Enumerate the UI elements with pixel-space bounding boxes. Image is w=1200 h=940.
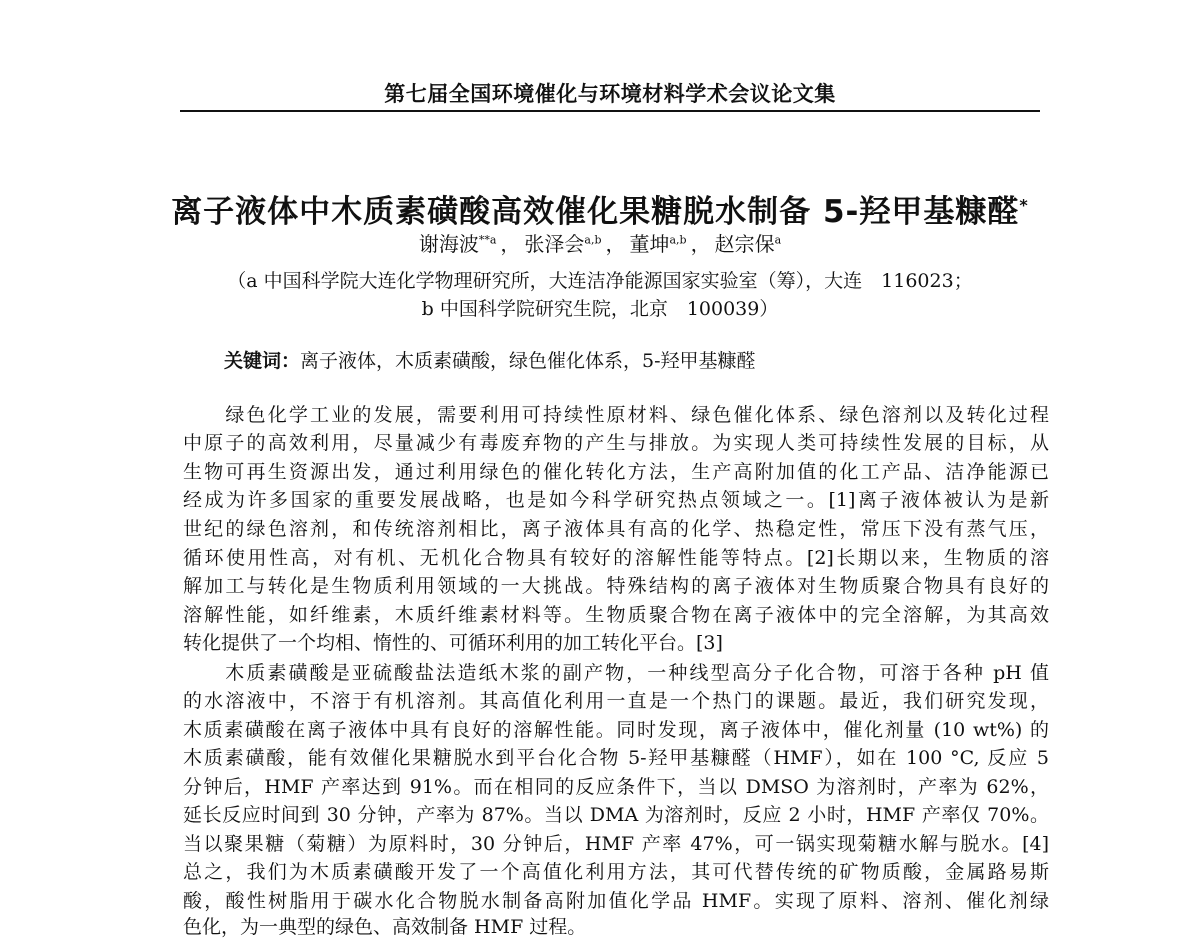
body-line: 木质素磺酸是亚硫酸盐法造纸木浆的副产物，一种线型高分子化合物，可溶于各种 pH 值 — [183, 662, 1049, 684]
body-line: 转化提供了一个均相、惰性的、可循环利用的加工转化平台。[3] — [183, 632, 723, 654]
body-line: 木质素磺酸，能有效催化果糖脱水到平台化合物 5-羟甲基糠醛（HMF），如在 100 °C, 反应 5 — [183, 747, 1049, 769]
body-line: 经成为许多国家的重要发展战略，也是如今科学研究热点领域之一。[1]离子液体被认为是新 — [183, 489, 1049, 511]
author-affil-mark: a,b — [669, 233, 687, 247]
header-rule — [180, 110, 1040, 112]
body-line: 总之，我们为木质素磺酸开发了一个高值化利用方法，其可代替传统的矿物质酸，金属路易斯 — [183, 861, 1049, 883]
author-affil-mark: **a — [478, 233, 497, 247]
author-separator: ， — [690, 232, 711, 256]
paper-title — [0, 186, 1200, 231]
running-header: 第七届全国环境催化与环境材料学术会议论文集 — [384, 82, 836, 106]
body-line: 解加工与转化是生物质利用领域的一大挑战。特殊结构的离子液体对生物质聚合物具有良好的 — [183, 575, 1049, 597]
title-footnote-mark: * — [1019, 195, 1029, 215]
body-line: 绿色化学工业的发展，需要利用可持续性原材料、绿色催化体系、绿色溶剂以及转化过程 — [183, 404, 1049, 426]
body-line: 分钟后，HMF 产率达到 91%。而在相同的反应条件下，当以 DMSO 为溶剂时，产率为 62%， — [183, 776, 1049, 798]
author-affil-mark: a — [774, 233, 782, 247]
keywords — [224, 346, 756, 373]
body-line: 延长反应时间到 30 分钟，产率为 87%。当以 DMA 为溶剂时，反应 2 小时，HMF 产率仅 70%。 — [183, 804, 1049, 826]
author-name: 谢海波 — [418, 232, 479, 256]
keywords-label: 关键词： — [224, 350, 301, 372]
keywords-text: 离子液体，木质素磺酸，绿色催化体系，5-羟甲基糠醛 — [300, 350, 756, 372]
author — [524, 232, 601, 256]
body-line: 中原子的高效利用，尽量减少有毒废弃物的产生与排放。为实现人类可持续性发展的目标，从 — [183, 432, 1049, 454]
affiliation-line: b 中国科学院研究生院，北京 100039） — [421, 298, 779, 320]
body-line: 生物可再生资源出发，通过利用绿色的催化转化方法，生产高附加值的化工产品、洁净能源已 — [183, 461, 1049, 483]
author-affil-mark: a,b — [584, 233, 602, 247]
body-line: 当以聚果糖（菊糖）为原料时，30 分钟后，HMF 产率 47%，可一锅实现菊糖水解与脱水。[4] — [183, 833, 1049, 855]
body-line: 的水溶液中，不溶于有机溶剂。其高值化利用一直是一个热门的课题。最近，我们研究发现， — [183, 690, 1049, 712]
author-name: 张泽会 — [524, 232, 585, 256]
author-list — [0, 228, 1200, 257]
body-line: 木质素磺酸在离子液体中具有良好的溶解性能。同时发现，离子液体中，催化剂量 (10 wt%) 的 — [183, 719, 1049, 741]
body-line: 色化，为一典型的绿色、高效制备 HMF 过程。 — [183, 916, 587, 938]
author — [419, 232, 497, 256]
title-text: 离子液体中木质素磺酸高效催化果糖脱水制备 5-羟甲基糠醛 — [171, 194, 1020, 230]
author — [715, 232, 782, 256]
author-name: 赵宗保 — [714, 232, 775, 256]
author-separator: ， — [500, 232, 521, 256]
body-line: 溶解性能，如纤维素，木质纤维素材料等。生物质聚合物在离子液体中的完全溶解，为其高效 — [183, 604, 1049, 626]
author-name: 董坤 — [629, 232, 670, 256]
affiliation-line: （a 中国科学院大连化学物理研究所，大连洁净能源国家实验室（筹），大连 116023； — [227, 270, 973, 292]
body-line: 循环使用性高，对有机、无机化合物具有较好的溶解性能等特点。[2]长期以来，生物质的溶 — [183, 547, 1049, 569]
body-line: 酸，酸性树脂用于碳水化合物脱水制备高附加值化学品 HMF。实现了原料、溶剂、催化剂绿 — [183, 890, 1049, 912]
author-separator: ， — [605, 232, 626, 256]
body-line: 世纪的绿色溶剂，和传统溶剂相比，离子液体具有高的化学、热稳定性，常压下没有蒸气压， — [183, 518, 1049, 540]
author — [630, 232, 687, 256]
